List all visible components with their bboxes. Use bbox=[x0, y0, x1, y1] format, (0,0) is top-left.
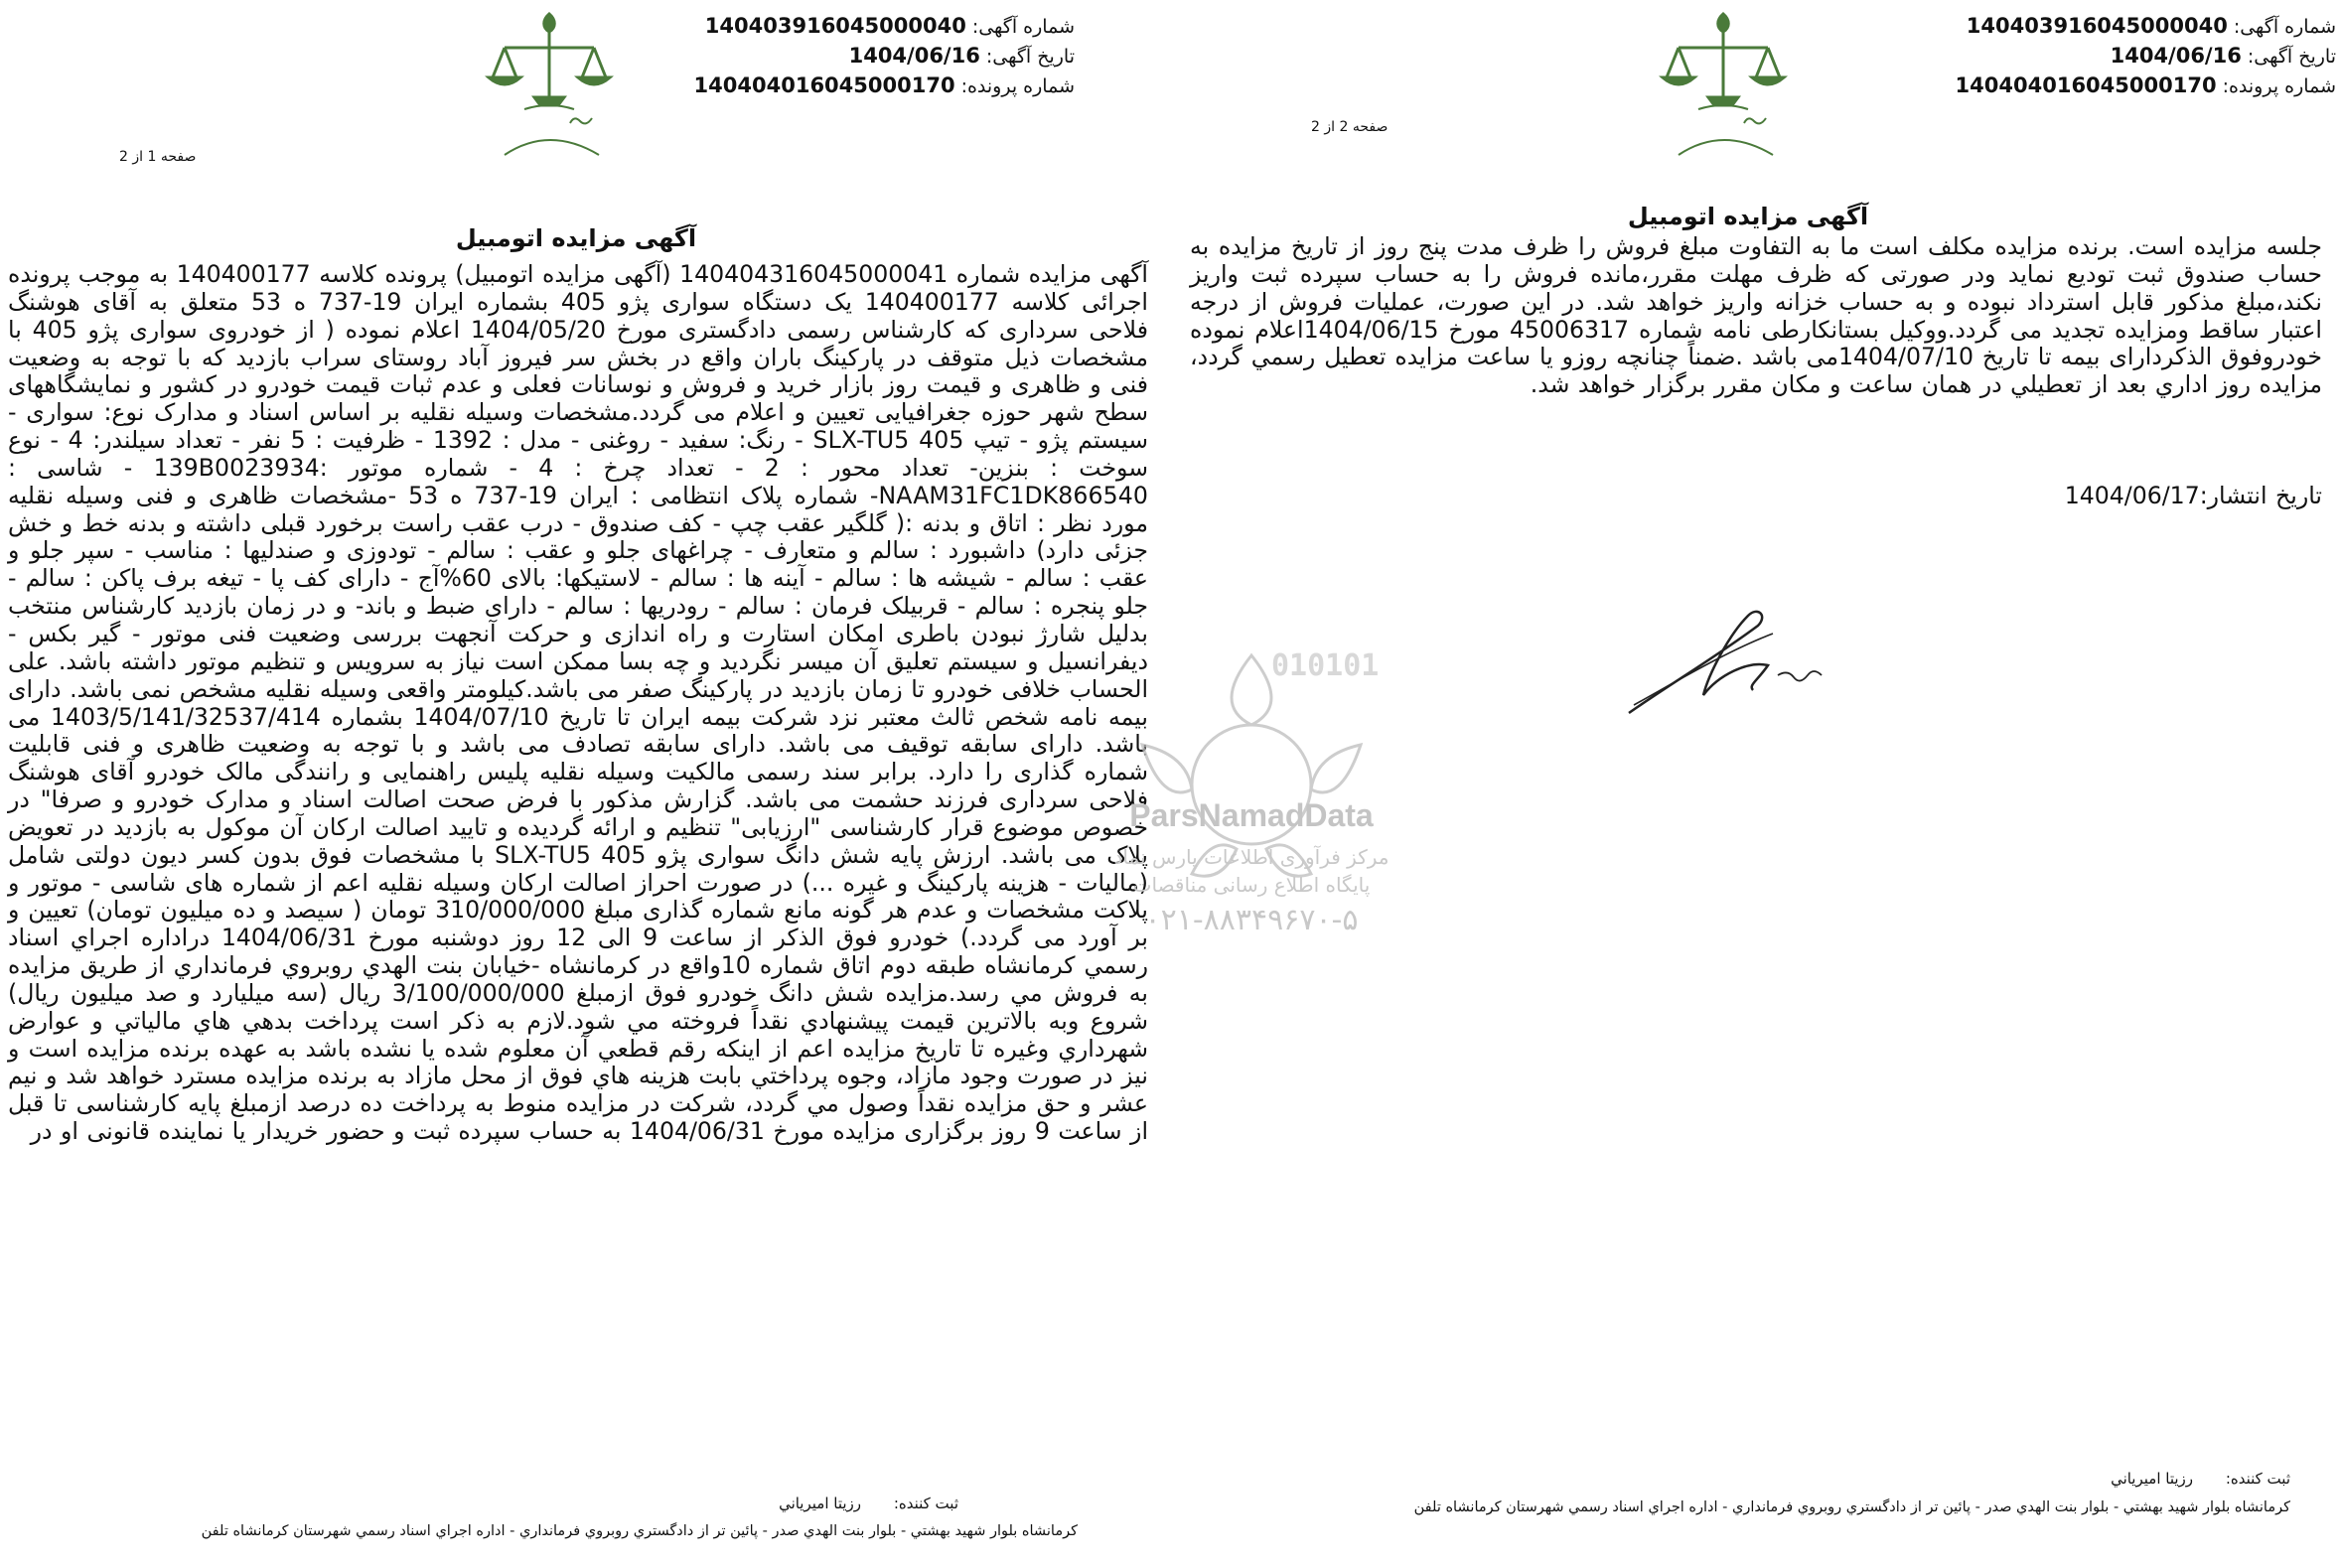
ad-number-row bbox=[1966, 12, 2336, 42]
page-indicator: صفحه 2 از 2 bbox=[1311, 119, 1389, 135]
registrar-line bbox=[779, 1495, 958, 1512]
watermark-brand: ParsNamadData bbox=[1129, 797, 1374, 833]
ad-number: 140403916045000040 bbox=[704, 14, 966, 38]
file-number-label: شماره پرونده: bbox=[960, 75, 1075, 97]
file-number: 140404016045000170 bbox=[1955, 73, 2217, 97]
watermark-binary: 010101 bbox=[1271, 648, 1380, 683]
file-number: 140404016045000170 bbox=[693, 73, 955, 97]
watermark-line2: پایگاه اطلاع رسانی مناقصات bbox=[1132, 873, 1371, 897]
judiciary-emblem-icon bbox=[475, 6, 624, 165]
judiciary-emblem-icon bbox=[1649, 6, 1798, 165]
ad-number-row bbox=[704, 12, 1075, 42]
office-address: کرمانشاه بلوار شهيد بهشتي - بلوار بنت الهدي صدر - پائين تر از دادگستري روبروي فرمانداري - اداره اجراي اسناد رسمي شهرستان کرمانشاه تلفن bbox=[201, 1523, 1078, 1539]
ad-date-label: تاریخ آگهی: bbox=[2247, 46, 2336, 68]
watermark-phone: ۰۲۱-۸۸۳۴۹۶۷۰-۵ bbox=[1144, 903, 1359, 937]
signature bbox=[1609, 586, 1867, 725]
registrar-label: ثبت کننده: bbox=[2225, 1470, 2290, 1488]
notice-page-1 bbox=[0, 0, 1157, 1568]
notice-body: جلسه مزايده است. برنده مزايده مکلف است ما به التفاوت مبلغ فروش را ظرف مدت پنج روز از تاريخ مزايده به حساب صندوق ثبت توديع نمايد ودر صورتی که ظرف مهلت مقرر،مانده فروش را به حساب سپرده ثبت واريز نکند،مبلغ مذکور قابل استرداد نبوده و به حساب خزانه واريز خواهد شد. در اين صورت، عمليات فروش از درجه اعتبار ساقط ومزايده تجديد می گردد.ووکيل بستانکارطی نامه شماره 45006317 مورخ 1404/06/15اعلام نموده خودروفوق الذکردارای بيمه تا تاريخ 1404/07/10می باشد .ضمناً چنانچه روزو يا ساعت مزايده تعطيل رسمي گردد، مزايده روز اداري بعد از تعطيلي در همان ساعت و مکان مقرر برگزار خواهد شد. bbox=[1190, 232, 2323, 399]
ad-date: 1404/06/16 bbox=[2110, 44, 2242, 68]
ad-number: 140403916045000040 bbox=[1966, 14, 2228, 38]
ad-date-label: تاریخ آگهی: bbox=[985, 46, 1075, 68]
registrar-name: رزيتا اميرياني bbox=[2111, 1470, 2194, 1488]
registrar-label: ثبت کننده: bbox=[893, 1495, 958, 1512]
file-number-label: شماره پرونده: bbox=[2222, 75, 2336, 97]
registrar-line bbox=[2111, 1470, 2290, 1488]
ad-number-label: شماره آگهی: bbox=[2233, 16, 2336, 38]
notice-body: آگهی مزایده شماره 140404316045000041 (آگهی مزایده اتومبیل) پرونده کلاسه 140400177 به موجب پرونده اجرائی کلاسه 140400177 یک دستگاه سواری پژو 405 بشماره ایران 19-737 ه 53 متعلق به آقای هوشنگ فلاحی سرداری که کارشناس رسمی دادگستری مورخ 1404/05/20 اعلام نموده ( از خودروی سواری پژو 405 با مشخصات ذیل متوقف در پارکینگ باران واقع در بخش سر فیروز آباد روستای سراب بازدید که با توجه به وضعیت فنی و ظاهری و قیمت روز بازار خرید و فروش و نوسانات فعلی و عدم ثبات قیمت خودرو در کشور و نمایشگاههای سطح شهر حوزه جغرافیایی تعیین و اعلام می گردد.مشخصات وسیله نقلیه بر اساس اسناد و مدارک نوع: سواری - سیستم پژو - تیپ SLX-TU5 405 - رنگ: سفید - روغنی - مدل : 1392 - ظرفیت : 5 نفر - تعداد سیلندر: 4 - نوع سوخت : بنزین- تعداد محور : 2 - تعداد چرخ : 4 - شماره موتور :139B0023934 - شاسی : NAAM31FC1DK866540- شماره پلاک انتظامی : ایران 19-737 ه 53 -مشخصات ظاهری و فنی وسیله نقلیه مورد نظر : اتاق و بدنه :( گلگیر عقب چپ - کف صندوق - درب عقب راست برخورد قبلی داشته و بدنه خط و خش جزئی دارد) داشبورد : سالم و متعارف - چراغهای جلو و عقب : سالم - تودوزی و صندلیها : مناسب - سپر جلو و عقب : سالم - شیشه ها : سالم - آینه ها : سالم - لاستیکها: بالای 60%آج - دارای کف پا - تیغه برف پاکن : سالم - جلو پنجره : سالم - قربیلک فرمان : سالم - رودریها : سالم - دارای ضبط و باند- و در زمان بازدید کارشناس منتخب بدلیل شارژ نبودن باطری امکان استارت و راه اندازی و حرکت آنجهت بررسی وضعیت فنی موتور - گیر بکس - دیفرانسیل و سیستم تعلیق آن میسر نگردید و چه بسا ممکن است نیاز به سرویس و تنظیم موتور داشته باشد. علی الحساب خلافی خودرو تا زمان بازدید در پارکینگ صفر می باشد.کیلومتر واقعی وسیله نقلیه مشخص نمی باشد. دارای بیمه نامه شخص ثالث معتبر نزد شرکت بیمه ایران تا تاریخ 1404/07/10 بشماره 1403/5/141/32537/414 می باشد. دارای سابقه توقیف می باشد. دارای سابقه تصادف می باشد و با توجه به وضعیت ظاهری و فنی قابلیت شماره گذاری را دارد. برابر سند رسمی مالکیت وسیله نقلیه پلیس راهنمایی و رانندگی مالک خودرو آقای هوشنگ فلاحی سرداری فرزند حشمت می باشد. گزارش مذکور با فرض صحت اصالت اسناد و مدارک خودرو و صرفا" در خصوص موضوع قرار کارشناسی "ارزیابی" تنظیم و ارائه گردیده و تایید اصالت ارکان آن موکول به بازدید در تعویض پلاک می باشد. ارزش پایه شش دانگ سواری پژو 405 SLX-TU5 با مشخصات فوق بدون کسر دیون دولتی شامل (مالیات - هزینه پارکینگ و غیره ...) در صورت احراز اصالت ارکان وسیله نقلیه اعم از شماره های شاسی - موتور و پلاکت مشخصات و عدم هر گونه مانع شماره گذاری مبلغ 310/000/000 تومان ( سیصد و ده میلیون تومان) تعیین و بر آورد می گردد.) خودرو فوق الذکر از ساعت 9 الی 12 روز دوشنبه مورخ 1404/06/31 دراداره اجراي اسناد رسمي کرمانشاه طبقه دوم اتاق شماره 10واقع در کرمانشاه -خيابان بنت الهدي روبروي فرمانداري از طريق مزايده به فروش مي رسد.مزايده شش دانگ خودرو فوق ازمبلغ 3/100/000/000 ريال (سه ميليارد و صد ميليون ريال) شروع وبه بالاترين قيمت پيشنهادي نقداً فروخته مي شود.لازم به ذکر است پرداخت بدهي هاي مالياتي و عوارض شهرداري وغيره تا تاريخ مزايده اعم از اينکه رقم قطعي آن معلوم شده يا نشده باشد به عهده برنده مزايده است و نيز در صورت وجود مازاد، وجوه پرداختي بابت هزينه هاي فوق از محل مازاد به برنده مزايده مسترد خواهد شد و نيم عشر و حق مزايده نقداً وصول مي گردد، شرکت در مزايده منوط به پرداخت ده درصد ازمبلغ پايه کارشناسی تا قبل از ساعت 9 روز برگزاری مزايده مورخ 1404/06/31 به حساب سپرده ثبت و حضور خريدار يا نماينده قانونی او در bbox=[8, 260, 1148, 1146]
notice-page-2 bbox=[1172, 0, 2340, 1568]
ad-number-label: شماره آگهی: bbox=[971, 16, 1075, 38]
page-indicator: صفحه 1 از 2 bbox=[119, 149, 197, 165]
publish-date: تاريخ انتشار:1404/06/17 bbox=[2064, 482, 2322, 509]
ad-date-row bbox=[1978, 42, 2336, 71]
header-meta bbox=[693, 12, 1075, 101]
registrar-name: رزيتا اميرياني bbox=[779, 1495, 862, 1512]
office-address: کرمانشاه بلوار شهيد بهشتي - بلوار بنت الهدي صدر - پائين تر از دادگستري روبروي فرمانداري - اداره اجراي اسناد رسمي شهرستان کرمانشاه تلفن bbox=[1413, 1499, 2290, 1515]
notice-title: آگهی مزایده اتومبیل bbox=[1627, 203, 1869, 230]
ad-date: 1404/06/16 bbox=[848, 44, 980, 68]
watermark-line1: مرکز فرآوری اطلاعات پارس نماد bbox=[1113, 845, 1389, 869]
file-number-row bbox=[1955, 71, 2336, 101]
header-meta bbox=[1955, 12, 2336, 101]
ad-date-row bbox=[717, 42, 1075, 71]
file-number-row bbox=[693, 71, 1075, 101]
notice-title: آگهی مزایده اتومبیل bbox=[455, 224, 697, 252]
